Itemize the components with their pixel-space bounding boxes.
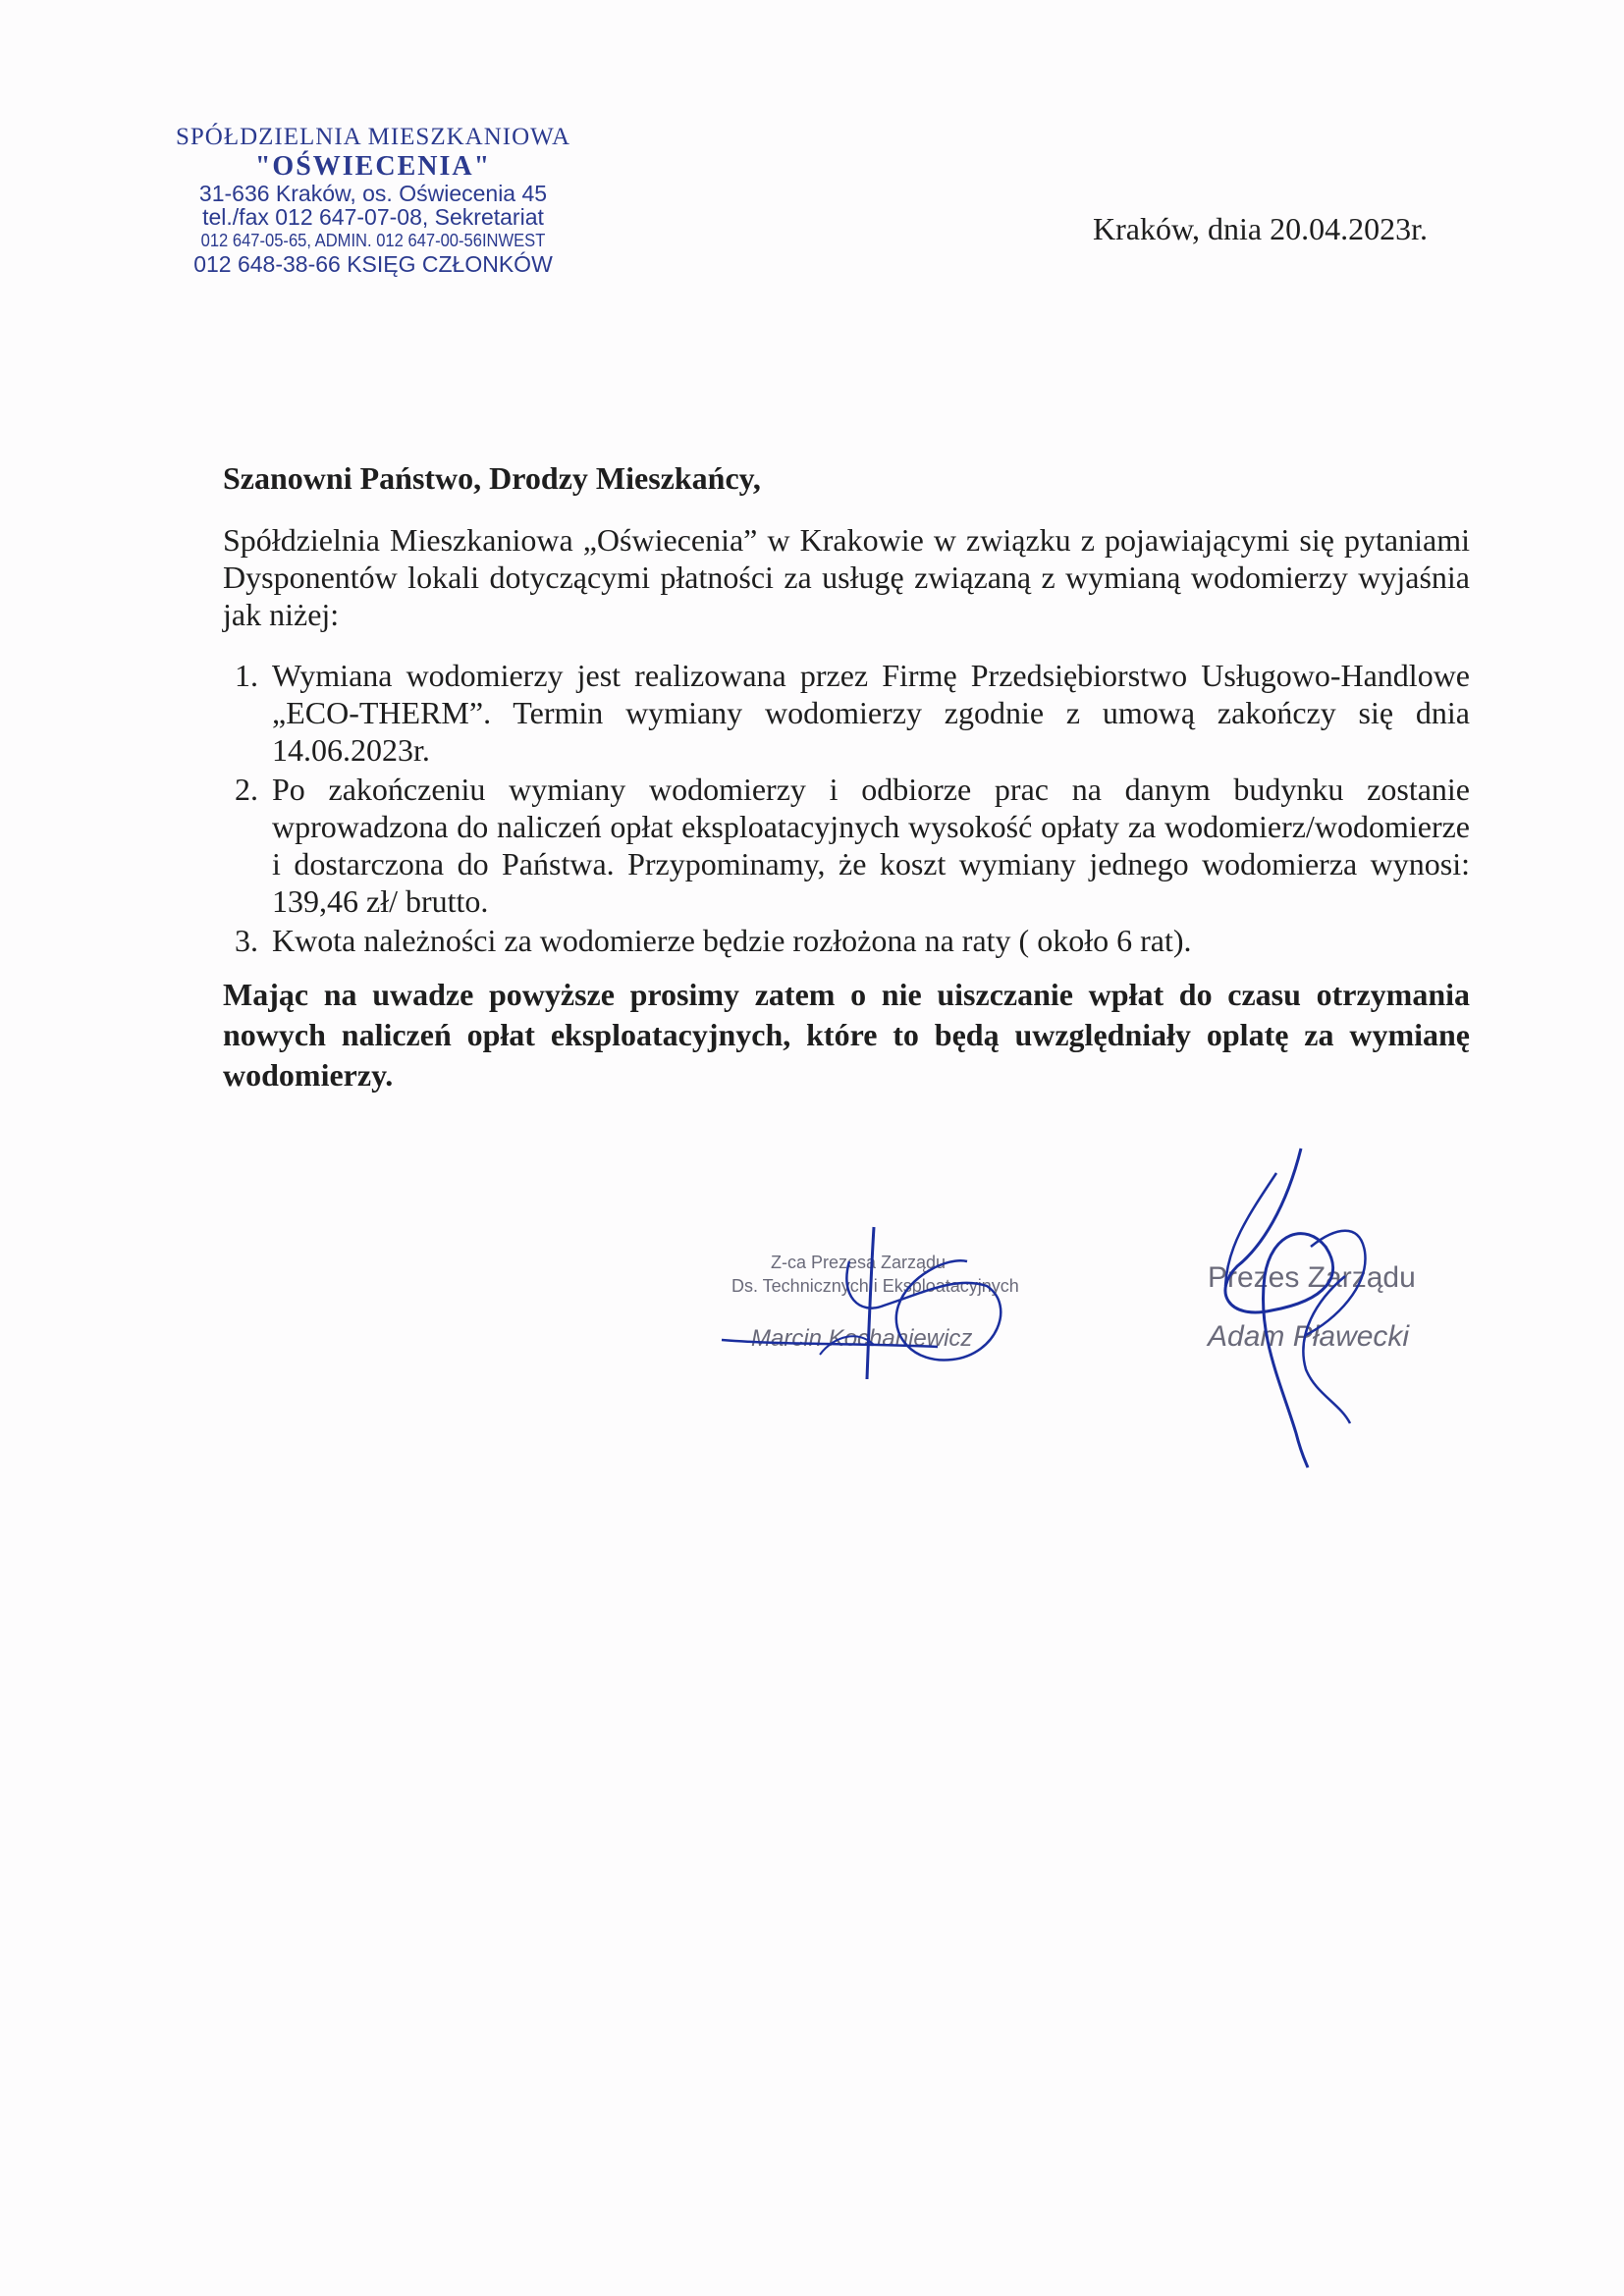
stamp-cooperative-label: SPÓŁDZIELNIA MIESZKANIOWA (175, 124, 571, 150)
list-item: 2. Po zakończeniu wymiany wodomierzy i odbiorze prac na danym budynku zostanie wprowadzona do naliczeń opłat eksploatacyjnych wysokość opłaty za wodomierz/wodomierze i dostarczona do Państwa. Przypominamy, że koszt wymiany jednego wodomierza wynosi: 139,46 zł/ brutto. (266, 771, 1470, 920)
president-signature-block (1178, 1129, 1434, 1472)
president-signature-icon (1178, 1129, 1434, 1472)
list-item: 3. Kwota należności za wodomierze będzie rozłożona na raty ( około 6 rat). (266, 922, 1470, 959)
list-item: 1. Wymiana wodomierzy jest realizowana przez Firmę Przedsiębiorstwo Usługowo-Handlowe „ECO-THERM”. Termin wymiany wodomierzy zgodnie z umową zakończy się dnia 14.06.2023r. (266, 657, 1470, 769)
salutation: Szanowni Państwo, Drodzy Mieszkańcy, (223, 460, 761, 496)
cooperative-stamp (147, 123, 599, 276)
president-name: Adam Pławecki (1208, 1320, 1410, 1353)
explanation-list (223, 657, 1470, 959)
stamp-cooperative-name: "OŚWIECENIA" (254, 151, 492, 182)
stamp-phone-members: 012 648-38-66 KSIĘG CZŁONKÓW (193, 251, 553, 277)
vice-president-signature-block (702, 1217, 1026, 1384)
vice-president-department: Ds. Technicznych i Eksploatacyjnych (731, 1276, 1019, 1296)
stamp-phone-secretariat: tel./fax 012 647-07-08, Sekretariat (202, 204, 544, 230)
vice-president-title: Z-ca Prezesa Zarządu (771, 1253, 947, 1272)
president-title: Prezes Zarządu (1208, 1261, 1416, 1294)
letter-date: Kraków, dnia 20.04.2023r. (1093, 211, 1428, 246)
stamp-address: 31-636 Kraków, os. Oświecenia 45 (198, 181, 548, 206)
intro-paragraph: Spółdzielnia Mieszkaniowa „Oświecenia” w Krakowie w związku z pojawiającymi się pytaniami Dysponentów lokali dotyczącymi płatności za usługę związaną z wymianą wodomierzy wyjaśnia jak niżej: (223, 522, 1470, 632)
vice-president-name: Marcin Kochaniewicz (751, 1325, 973, 1352)
stamp-phone-admin-invest: 012 647-05-65, ADMIN. 012 647-00-56INWEST (200, 231, 546, 250)
closing-paragraph: Mając na uwadze powyższe prosimy zatem o nie uiszczanie wpłat do czasu otrzymania nowych naliczeń opłat eksploatacyjnych, które to będą uwzględniały oplatę za wymianę wodomierzy. (223, 977, 1470, 1093)
letter-body (223, 459, 1470, 1095)
vice-president-signature-icon (702, 1217, 1026, 1384)
